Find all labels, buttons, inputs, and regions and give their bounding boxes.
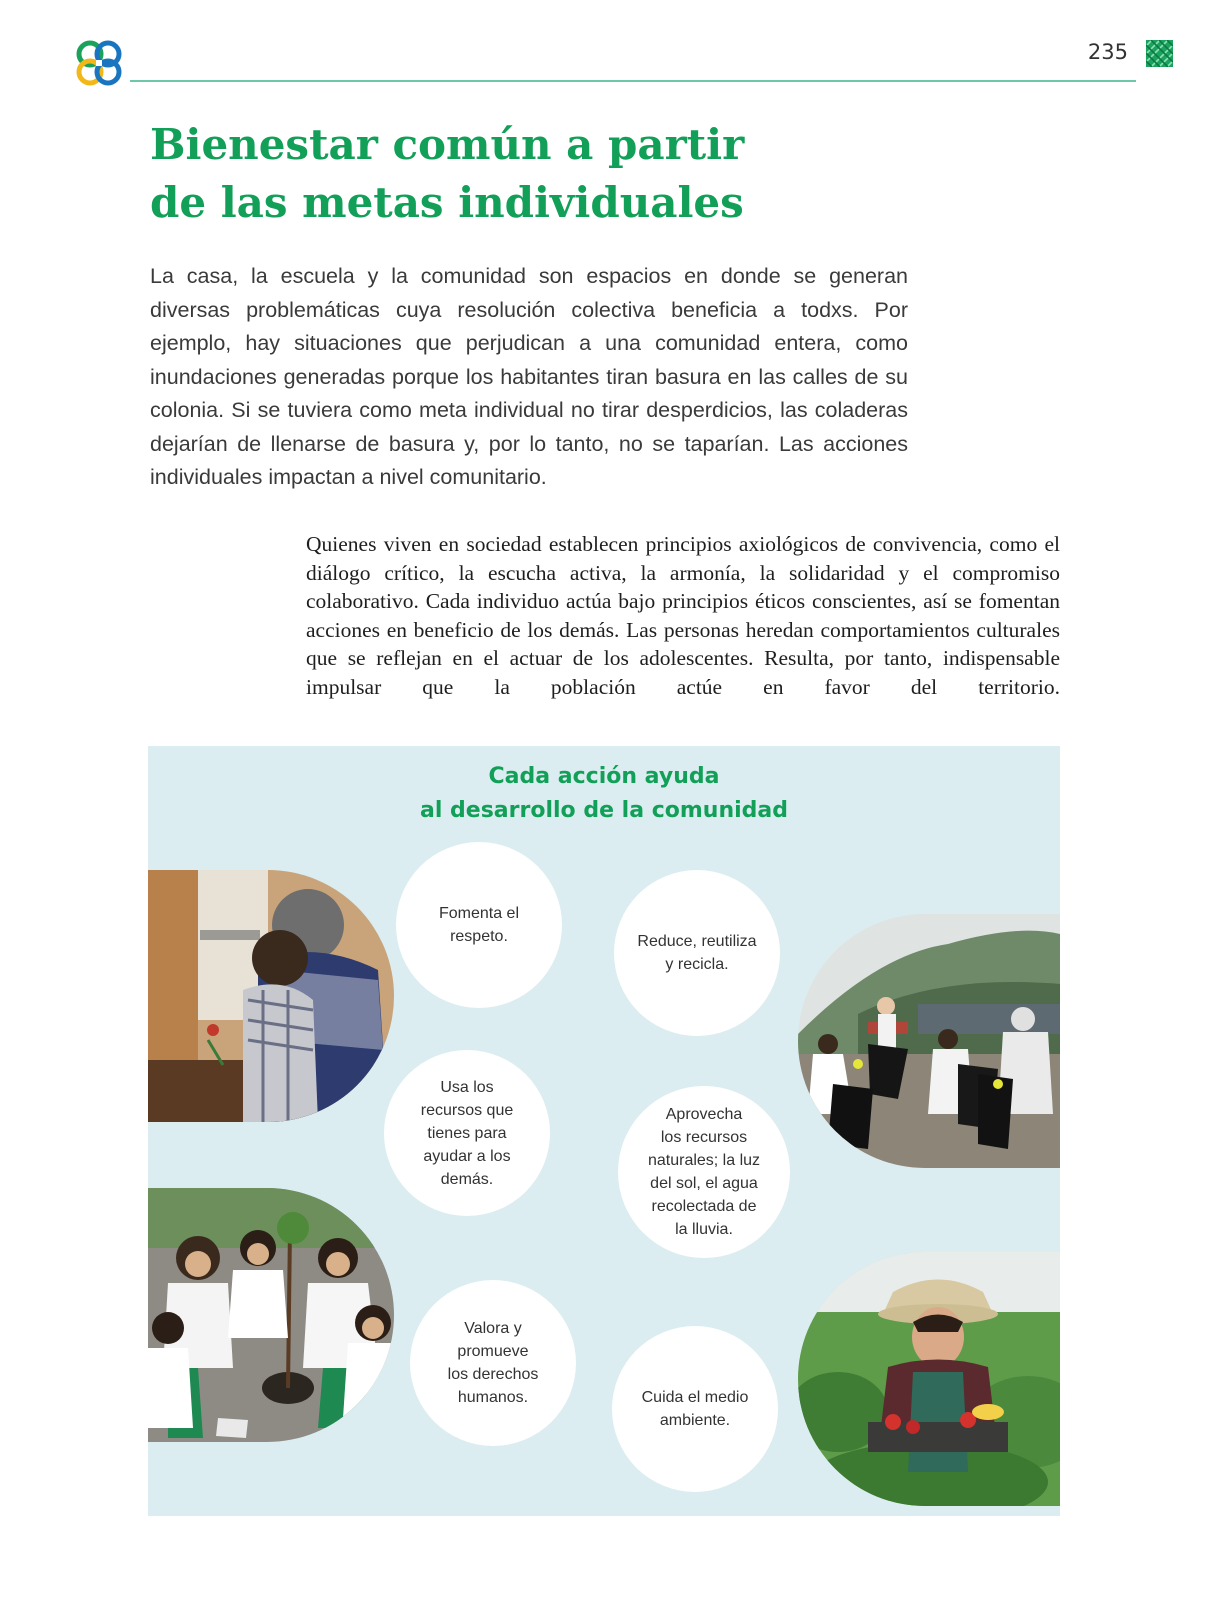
action-text-line: humanos.: [457, 1389, 529, 1406]
photo-volunteers-collecting-trash-icon: [798, 914, 1060, 1168]
action-text-line: los recursos: [660, 1129, 748, 1146]
action-text-line: y recicla.: [665, 956, 729, 973]
interlocked-circles-logo-icon: [72, 36, 126, 90]
action-text-line: promueve: [457, 1343, 529, 1360]
header-rule: [130, 80, 1136, 82]
action-text: [439, 902, 519, 948]
action-text-line: Aprovecha: [665, 1106, 743, 1123]
action-circle: [612, 1326, 778, 1492]
intro-paragraph: La casa, la escuela y la comunidad son espacios en donde se generan diversas problemáticas cuya resolución colectiva beneficia a todxs. Por ejemplo, hay situaciones que perjudican a una comunidad entera, como inundaciones generadas porque los habitantes tiran basura en las calles de su colonia. Si se tuviera como meta individual no tirar desperdicios, las coladeras dejarían de llenarse de basura y, por lo tanto, no se taparían. Las acciones individuales impactan a nivel comunitario.: [150, 264, 908, 489]
action-text-line: naturales; la luz: [647, 1152, 761, 1169]
title-line: de las metas individuales: [150, 178, 744, 227]
page-title: [150, 116, 744, 232]
infographic-title-line: al desarrollo de la comunidad: [420, 798, 788, 823]
secondary-paragraph: Quienes viven en sociedad establecen principios axiológicos de convivencia, como el diálogo crítico, la escucha activa, la armonía, la solidaridad y el compromiso colaborativo. Cada individuo actúa bajo principios éticos conscientes, así se fomentan acciones en beneficio de los demás. Las personas heredan comportamientos culturales que se reflejan en el actuar de los adolescentes. Resulta, por tanto, indispensable impulsar que la población actúe en favor del territorio.: [306, 532, 1060, 699]
action-text-line: recolectada de: [651, 1198, 757, 1215]
photo-boy-harvesting-strawberries-icon: [798, 1252, 1060, 1506]
action-circle: [384, 1050, 550, 1216]
action-circle: [618, 1086, 790, 1258]
action-text-line: respeto.: [450, 928, 508, 945]
action-text-line: Valora y: [464, 1320, 522, 1337]
action-text: [448, 1317, 539, 1409]
action-text: [648, 1103, 760, 1241]
action-text-line: ambiente.: [659, 1412, 731, 1429]
action-circle: [614, 870, 780, 1036]
infographic-title-line: Cada acción ayuda: [488, 764, 720, 789]
photo-students-planting-tree-icon: [148, 1188, 394, 1442]
action-text-line: Fomenta el: [438, 905, 520, 922]
action-text-line: Cuida el medio: [641, 1389, 749, 1406]
photo-mother-daughter-kitchen-icon: [148, 870, 394, 1122]
action-text-line: ayudar a los: [423, 1147, 511, 1165]
action-circle: [396, 842, 562, 1008]
title-line: Bienestar común a partir: [150, 120, 745, 169]
action-text: [642, 1386, 749, 1432]
action-text-line: la lluvia.: [675, 1221, 733, 1238]
action-text-line: recursos que: [420, 1101, 514, 1119]
action-text-line: del sol, el agua: [650, 1175, 758, 1192]
action-text-line: Reduce, reutiliza: [637, 933, 757, 950]
action-text: [421, 1076, 514, 1191]
infographic-title: [148, 760, 1060, 828]
action-text-line: los derechos: [447, 1366, 539, 1383]
action-text-line: Usa los: [440, 1078, 494, 1096]
action-circle: [410, 1280, 576, 1446]
page-number: 235: [1087, 40, 1128, 64]
green-pattern-tile-icon: [1146, 40, 1173, 67]
action-text-line: demás.: [440, 1170, 494, 1188]
action-text-line: tienes para: [427, 1124, 507, 1142]
action-text: [637, 930, 756, 976]
infographic-panel: [148, 746, 1060, 1516]
